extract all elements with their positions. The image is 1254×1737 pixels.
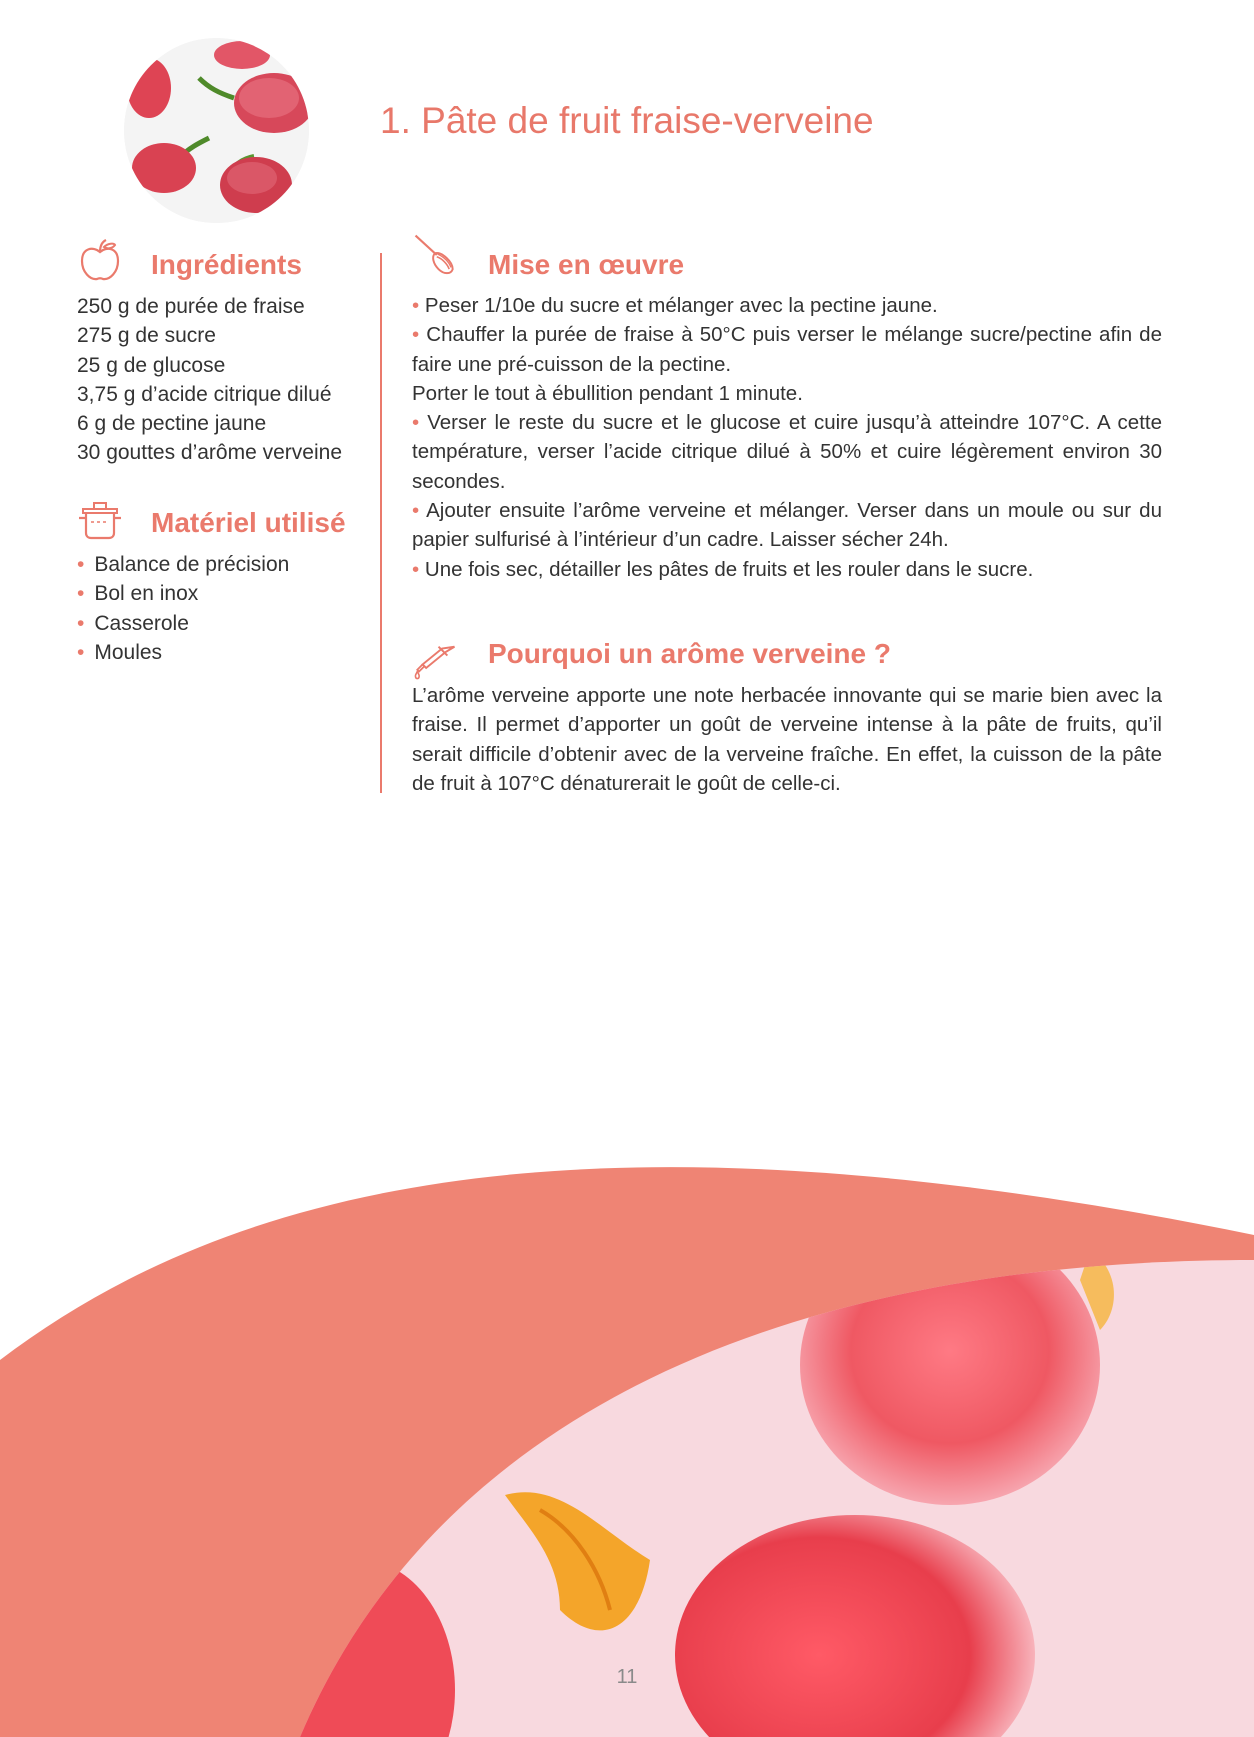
list-item: • Casserole <box>77 609 377 638</box>
step-2: • Chauffer la purée de fraise à 50°C puis verser le mélange sucre/pectine afin de faire une pré-cuisson de la pectine. <box>412 323 1162 376</box>
list-item: 250 g de purée de fraise <box>77 295 305 318</box>
recipe-thumbnail <box>124 38 309 223</box>
bullet: • <box>412 323 420 347</box>
pot-icon <box>77 495 123 541</box>
method-heading: Mise en œuvre <box>488 249 685 280</box>
ingredients-heading: Ingrédients <box>151 249 302 280</box>
dropper-icon <box>412 637 458 683</box>
bottom-wave-photo <box>0 1130 1254 1737</box>
page-number: 11 <box>616 1666 638 1688</box>
list-item: 30 gouttes d’arôme verveine <box>77 441 342 465</box>
list-item: 3,75 g d’acide citrique dilué <box>77 382 332 406</box>
list-item: • Moules <box>77 638 377 667</box>
equipment-heading: Matériel utilisé <box>151 507 346 538</box>
method-steps <box>412 291 1162 584</box>
why-heading: Pourquoi un arôme verveine ? <box>488 638 891 669</box>
step-6: • Une fois sec, détailler les pâtes de fruits et les rouler dans le sucre. <box>412 557 1034 581</box>
step-5: • Ajouter ensuite l’arôme verveine et mélanger. Verser dans un moule ou sur du papier sulfurisé à l’intérieur d’un cadre. Laisser sécher 24h. <box>412 499 1162 552</box>
page-title: 1. Pâte de fruit fraise-verveine <box>380 100 874 141</box>
apple-icon <box>77 238 123 284</box>
strawberry-gummies-image <box>124 38 309 223</box>
ingredients-list <box>77 292 377 468</box>
why-paragraph: L’arôme verveine apporte une note herbacée innovante qui se marie bien avec la fraise. Il permet d’apporter un goût de verveine intense à la pâte de fruits, qu’il serait difficile d’obtenir avec de la verveine fraîche. En effet, la cuisson de la pâte de fruit à 107°C dénaturerait le goût de celle-ci. <box>412 684 1162 795</box>
list-item: • Bol en inox <box>77 579 377 608</box>
step-3: Porter le tout à ébullition pendant 1 minute. <box>412 381 803 405</box>
step-1: • Peser 1/10e du sucre et mélanger avec la pectine jaune. <box>412 294 938 317</box>
equipment-list <box>77 550 377 667</box>
list-item: 25 g de glucose <box>77 353 226 377</box>
whisk-icon <box>412 232 458 278</box>
list-item: 6 g de pectine jaune <box>77 412 267 436</box>
bullet: • <box>412 499 420 523</box>
step-4: • Verser le reste du sucre et le glucose et cuire jusqu’à atteindre 107°C. A cette température, verser l’acide citrique dilué à 50% et cuire légèrement environ 30 secondes. <box>412 411 1162 493</box>
list-item: 275 g de sucre <box>77 324 216 348</box>
bullet: • <box>412 294 420 317</box>
list-item: • Balance de précision <box>77 550 377 579</box>
column-divider <box>380 253 382 793</box>
bullet: • <box>412 411 420 435</box>
bullet: • <box>412 557 420 581</box>
